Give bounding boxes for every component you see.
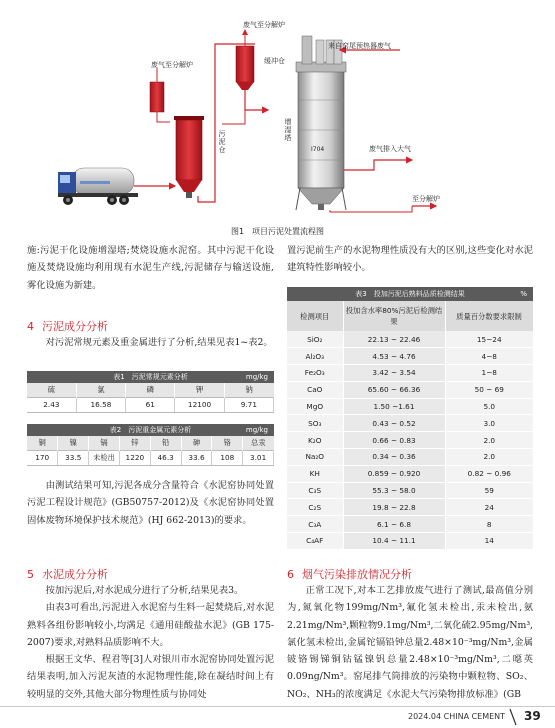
table-cell: 65.60 ~ 66.36: [343, 381, 445, 398]
table-cell: 55.3 ~ 58.0: [343, 482, 445, 499]
paragraph: 对污泥常规元素及重金属进行了分析,结果见表1~表2。: [45, 337, 273, 348]
label-sludge-bin: 污泥仓: [218, 130, 226, 154]
paragraph: 置污泥前生产的水泥物理性质没有大的区别,这些变化对水泥建筑特性影响较小。: [287, 245, 533, 274]
table-cell: 59: [445, 482, 533, 499]
table-row: [287, 381, 533, 398]
tower-marking: Ⅰ704: [311, 146, 325, 153]
col-header: 铅: [150, 436, 181, 450]
paragraph: 由测试结果可知,污泥各成分含量符合《水泥窑协同处置污泥工程设计规范》(GB50757-2012)及《水泥窑协同处置固体废物环境保护技术规范》(HJ 662-2013)的要求。: [27, 480, 274, 526]
table-cell: 15~24: [445, 331, 533, 348]
table-cell: 33.6: [181, 450, 212, 465]
table-unit: mg/kg: [245, 373, 268, 381]
paragraph: 按加污泥后,对水泥成分进行了分析,结果见表3。: [45, 585, 244, 596]
section-heading-4: [27, 318, 108, 334]
table-cell: 2.43: [27, 397, 76, 412]
table-row: [287, 449, 533, 466]
section-heading-5: [27, 566, 108, 582]
table-title-bar: [27, 371, 274, 383]
table-cell: 1.50 ~1.61: [343, 398, 445, 415]
col-header: 锌: [119, 436, 150, 450]
table-cell: 9.71: [224, 397, 273, 412]
table-cell: 108: [212, 450, 243, 465]
table-cell: 33.5: [58, 450, 89, 465]
table-title-bar: [27, 424, 274, 436]
table-3-body: [287, 331, 533, 549]
section-number: 4: [27, 320, 34, 333]
sludge-silo: [174, 116, 204, 198]
table-cell: 1~8: [445, 365, 533, 382]
table-cell: C₂S: [287, 499, 343, 516]
left-p4: [27, 334, 274, 351]
label-buffer-bin: 缓冲仓: [264, 57, 285, 65]
table-cell: K₂O: [287, 432, 343, 449]
table-cell: 19.8 ~ 22.8: [343, 499, 445, 516]
col-header: 砷: [181, 436, 212, 450]
table-cell: 61: [126, 397, 175, 412]
table-cell: 10.4 ~ 11.1: [343, 533, 445, 550]
table-cell: 12100: [175, 397, 224, 412]
buffer-bin: [236, 46, 254, 90]
col-header: 镉: [89, 436, 120, 450]
table-cell: 5.0: [445, 398, 533, 415]
table-cell: 0.66 ~ 0.83: [343, 432, 445, 449]
label-kiln-exhaust-gas: 来自窑尾预热器废气: [328, 42, 391, 50]
col-header: 氯: [76, 383, 125, 397]
label-to-calciner: 至分解炉: [412, 195, 440, 203]
table-cell: 未检出: [89, 450, 120, 465]
table-row: [287, 516, 533, 533]
table-cell: MgO: [287, 398, 343, 415]
humidifying-tower: [296, 36, 346, 210]
table-cell: 6.1 ~ 6.8: [343, 516, 445, 533]
label-exhaust-to-calciner-top: 废气至分解炉: [243, 21, 285, 29]
col-header: 钾: [175, 383, 224, 397]
table-row: [287, 415, 533, 432]
section-number: 6: [287, 568, 294, 581]
section-number: 5: [27, 568, 34, 581]
footer-divider-icon: [508, 708, 518, 726]
table-row: [287, 398, 533, 415]
col-header: 总汞: [243, 436, 274, 450]
table-cell: 0.43 ~ 0.52: [343, 415, 445, 432]
process-flow-diagram: [0, 0, 555, 222]
table-2: [27, 424, 274, 466]
table-cell: 4.53 ~ 4.76: [343, 348, 445, 365]
table-cell: 3.01: [243, 450, 274, 465]
table-row: [287, 533, 533, 550]
col-header: 投加含水率80%污泥后检测结果: [343, 301, 445, 331]
table-cell: KH: [287, 465, 343, 482]
table-row: [287, 432, 533, 449]
table-cell: 16.58: [76, 397, 125, 412]
table-title: 表1 污泥常规元素分析: [113, 373, 188, 381]
table-cell: 14: [445, 533, 533, 550]
table-cell: 0.82 ~ 0.96: [445, 465, 533, 482]
table-cell: C₄AF: [287, 533, 343, 550]
table-row: [287, 499, 533, 516]
left-intro: [27, 242, 274, 294]
table-cell: 4~8: [445, 348, 533, 365]
table-cell: 3.42 ~ 3.54: [343, 365, 445, 382]
table-1: [27, 371, 274, 413]
table-cell: C₃A: [287, 516, 343, 533]
table-cell: Na₂O: [287, 449, 343, 466]
figure-caption: 图1 项目污泥处置流程图: [230, 227, 325, 236]
col-header: 磷: [126, 383, 175, 397]
process-flow-figure: [0, 0, 555, 222]
table-cell: 0.34 ~ 0.36: [343, 449, 445, 466]
table-cell: Al₂O₃: [287, 348, 343, 365]
table-row: [287, 331, 533, 348]
table-cell: 170: [27, 450, 58, 465]
page-number: 39: [524, 709, 541, 723]
table-cell: 22.13 ~ 22.46: [343, 331, 445, 348]
table-row: [287, 348, 533, 365]
table-cell: 2.0: [445, 432, 533, 449]
col-header: 钠: [224, 383, 273, 397]
table-row: [287, 482, 533, 499]
paragraph: 根据王文华、程君等[3]人对银川市水泥窑协同处置污泥结果表明,加入污泥灰渣的水泥物理性能,除在凝结时间上有较明显的交外,其他大部分物理性质与协同处: [27, 654, 274, 700]
right-section-6: [287, 582, 533, 703]
col-header: 检测项目: [287, 301, 343, 331]
page-footer: [0, 706, 555, 728]
section-title: 烟气污染排放情况分析: [302, 568, 412, 581]
label-exhaust-to-air: 废气排入大气: [369, 145, 411, 153]
col-header: 质量百分数要求限制: [445, 301, 533, 331]
label-humidify-tower: 增湿塔: [284, 118, 292, 142]
table-cell: 46.3: [150, 450, 181, 465]
paragraph: 由表3可看出,污泥进入水泥窑与生料一起焚烧后,对水泥熟料各组份影响较小,均满足《通用硅酸盐水泥》(GB 175-2007)要求,对熟料品质影响不大。: [27, 602, 274, 648]
table-cell: 24: [445, 499, 533, 516]
left-section-5: [27, 582, 274, 703]
section-title: 水泥成分分析: [42, 568, 108, 581]
table-cell: 50 ~ 69: [445, 381, 533, 398]
table-cell: SiO₂: [287, 331, 343, 348]
table-cell: 3.0: [445, 415, 533, 432]
table-cell: CaO: [287, 381, 343, 398]
table-3: [287, 287, 533, 550]
label-exhaust-to-calciner-left: 废气至分解炉: [151, 61, 193, 69]
footer-issue: 2024.04 CHINA CEMENT: [408, 712, 506, 721]
table-title: 表3 投加污泥后熟料品质检测结果: [355, 290, 465, 298]
left-p-after: [27, 477, 274, 529]
table-cell: 0.859 ~ 0.920: [343, 465, 445, 482]
section-heading-6: [287, 566, 412, 582]
paragraph: 正常工况下,对本工艺排放废气进行了测试,最高值分别为,氮氧化物199mg/Nm³,氟化氢未检出,汞未检出,氨2.21mg/Nm³,颗粒物9.1mg/Nm³,二氧化硫2.95mg/Nm³,氯化氢未检出,金属铊镉铅钟总量2.48×10⁻³mg/Nm³,金属铍铬锡锑铜钴锰镍钒总量2.48×10⁻³mg/Nm³,二噁英0.09ng/Nm³。窑尾排气筒排放的污染物中颗粒物、SO₂、NO₂、NH₃的浓度满足《水泥大气污染物排放标准》(GB: [287, 585, 533, 700]
table-cell: 2.0: [445, 449, 533, 466]
paragraph: 施:污泥干化设施增湿塔;焚烧设施水泥窑。其中污泥干化设施及焚烧设施均利用现有水泥生产线,污泥储存与输送设施,雾化设施为新建。: [27, 245, 274, 291]
col-header: 镍: [58, 436, 89, 450]
col-header: 铬: [212, 436, 243, 450]
table-cell: SO₃: [287, 415, 343, 432]
table-row: [287, 465, 533, 482]
table-cell: C₃S: [287, 482, 343, 499]
col-header: 铜: [27, 436, 58, 450]
table-unit: mg/kg: [245, 426, 268, 434]
footer-rule: [0, 706, 555, 707]
table-cell: 1220: [119, 450, 150, 465]
table-unit: %: [520, 290, 527, 298]
table-cell: Fe₂O₃: [287, 365, 343, 382]
right-intro: [287, 242, 533, 277]
table-title: 表2 污泥重金属元素分析: [109, 426, 192, 434]
table-row: [287, 365, 533, 382]
table-cell: 8: [445, 516, 533, 533]
table-title-bar: [287, 287, 533, 301]
sludge-truck: [58, 168, 138, 205]
col-header: 硫: [27, 383, 76, 397]
section-title: 污泥成分分析: [42, 320, 108, 333]
